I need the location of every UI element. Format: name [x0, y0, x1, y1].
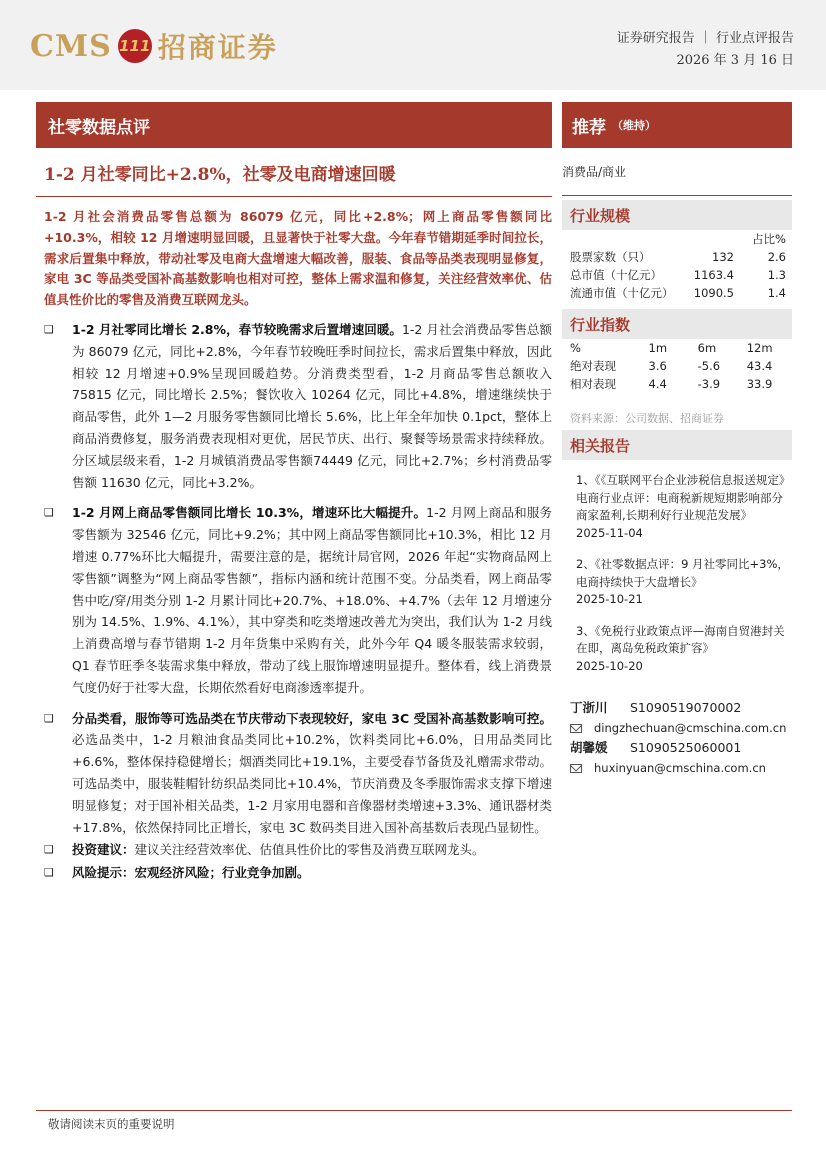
- bullet-lead: 分品类看，服饰等可选品类在节庆带动下表现较好，家电 3C 受国补高基数影响可控。: [72, 710, 552, 726]
- index-cell: -5.6: [697, 359, 721, 373]
- bullet-online: [44, 502, 552, 698]
- bullet-lead: 1-2 月网上商品零售额同比增长 10.3%，增速环比大幅提升。: [72, 505, 427, 521]
- index-cell: -3.9: [697, 377, 721, 391]
- scale-header-row: [570, 230, 786, 248]
- sector-divider: [562, 195, 792, 196]
- index-header: 6m: [697, 341, 717, 355]
- analyst-name: 丁浙川: [570, 700, 608, 715]
- related-title: 相关报告: [562, 430, 792, 460]
- analyst-email[interactable]: huxinyuan@cmschina.com.cn: [594, 761, 766, 775]
- headline-divider: [36, 196, 552, 197]
- summary-paragraph: 1-2 月社会消费品零售总额为 86079 亿元，同比+2.8%；网上商品零售额同比+10.3%，相较 12 月增速明显回暖，且显著快于社零大盘。今年春节错期延季时间拉长，需求后置集中释放，带动社零及电商大盘增速大幅改善，服装、食品等品类表现明显修复，家电 3C 等品类受国补高基数影响也相对可控，整体上需求温和修复，关注经营效率优、估值具性价比的零售及消费互联网龙头。: [44, 209, 552, 308]
- table-row: [570, 248, 786, 266]
- scale-row-label: 总市值（十亿元）: [570, 268, 662, 282]
- bullet-category: [44, 708, 552, 839]
- related-report-date: 2025-10-20: [576, 658, 643, 673]
- scale-title: 行业规模: [562, 200, 792, 230]
- sector-label: 消费品/商业: [562, 165, 627, 179]
- scale-row-value: 1163.4: [693, 268, 734, 282]
- company-logo: [30, 24, 278, 68]
- report-type: 证券研究报告 ｜ 行业点评报告: [616, 31, 794, 46]
- data-source: 资料来源：公司数据、招商证券: [570, 412, 724, 425]
- checkbox-bullet-icon: ❑: [44, 866, 54, 880]
- analyst-id: S1090525060001: [630, 739, 742, 755]
- section-title-bar: [36, 102, 552, 148]
- table-row: [570, 266, 786, 284]
- section-title: 社零数据点评: [48, 117, 150, 138]
- index-row-label: 相对表现: [570, 377, 616, 391]
- logo-cn-text: 招商证券: [157, 31, 278, 64]
- index-header: %: [570, 341, 581, 355]
- rating-note: （维持）: [612, 119, 656, 132]
- footer-disclaimer: 敬请阅读末页的重要说明: [48, 1117, 175, 1131]
- scale-row-pct: 1.3: [767, 268, 786, 282]
- related-report-text[interactable]: 2、《社零数据点评：9 月社零同比+3%，电商持续快于大盘增长》: [576, 557, 789, 589]
- index-table: [570, 339, 786, 393]
- bullet-retail: [44, 319, 552, 493]
- index-cell: 4.4: [648, 377, 667, 391]
- bullet-risk: [44, 862, 552, 884]
- footer-divider: [36, 1110, 792, 1111]
- bullet-text: 建议关注经营效率优、估值具性价比的零售及消费互联网龙头。: [134, 842, 485, 858]
- mail-icon: [570, 724, 582, 733]
- logo-badge-icon: 111: [118, 29, 152, 63]
- analyst-2: [570, 737, 790, 757]
- bullet-text: 1-2 月社会消费品零售总额为 86079 亿元，同比+2.8%，今年春节较晚旺季时间拉长，需求后置集中释放，因此相较 12 月增速+0.9%呈现回暖趋势。分消费类型看，1-2 月商品零售总额收入 75815 亿元，同比增长 2.5%；餐饮收入 10264 亿元，同比+4.8%，增速继续快于商品零售，此外 1—2 月服务零售额同比增长 5.6%，比上年全年加快 0.1pct，整体上商品消费修复，服务消费表现相对更优，居民节庆、出行、聚餐等场景需求持续释放。分区域层级来看，1-2 月城镇消费品零售额74449 亿元，同比+2.7%；乡村消费品零售额 11630 亿元，同比+3.2%。: [72, 322, 552, 490]
- scale-row-value: 132: [712, 250, 734, 264]
- index-cell: 43.4: [746, 359, 773, 373]
- related-report-date: 2025-11-04: [576, 525, 643, 540]
- index-cell: 33.9: [746, 377, 773, 391]
- report-meta: [617, 28, 794, 72]
- analyst-id: S1090519070002: [630, 699, 742, 715]
- index-cell: 3.6: [648, 359, 667, 373]
- scale-row-label: 流通市值（十亿元）: [570, 286, 674, 300]
- table-row: [570, 357, 786, 375]
- related-report-item[interactable]: [576, 623, 792, 676]
- bullet-text: 1-2 月网上商品和服务零售额为 32546 亿元，同比+9.2%；其中网上商品零售额同比+10.3%，相比 12 月增速 0.77%环比大幅提升，需要注意的是，据统计局官网，2026 年起“实物商品网上零售额”调整为“网上商品零售额”，指标内涵和统计范围不变。分品类看，网上商品零售中吃/穿/用类分别 1-2 月累计同比+20.7%、+18.0%、+4.7%（去年 12 月增速分别为 14.5%、1.9%、4.1%），其中穿类和吃类增速改善尤为突出，我们认为 1-2 月线上消费高增与春节错期 1-2 月年货集中采购有关，此外今年 Q4 暖冬服装需求较弱，Q1 春节旺季冬装需求集中释放，带动了线上服饰增速明显提升。整体看，线上消费景气度仍好于社零大盘，长期依然看好电商渗透率提升。: [72, 505, 553, 695]
- report-date: 2026 年 3 月 16 日: [676, 53, 794, 68]
- scale-row-pct: 2.6: [767, 250, 786, 264]
- scale-col-header: 占比%: [752, 232, 786, 246]
- bullet-lead: 投资建议：: [72, 842, 135, 858]
- scale-row-pct: 1.4: [767, 286, 786, 300]
- checkbox-bullet-icon: ❑: [44, 843, 54, 857]
- scale-table: [570, 230, 786, 302]
- table-row: [570, 375, 786, 393]
- index-title: 行业指数: [562, 309, 792, 339]
- analyst-name: 胡馨媛: [570, 740, 608, 755]
- related-report-text[interactable]: 3、《免税行业政策点评—海南自贸港封关在即，离岛免税政策扩容》: [576, 623, 785, 655]
- index-header: 12m: [746, 341, 773, 355]
- related-report-date: 2025-10-21: [576, 592, 643, 606]
- checkbox-bullet-icon: ❑: [44, 323, 54, 336]
- table-row: [570, 284, 786, 302]
- analyst-1: [570, 697, 790, 717]
- index-header-row: [570, 339, 786, 357]
- rating-label: 推荐: [572, 117, 606, 138]
- headline: 1-2 月社零同比+2.8%，社零及电商增速回暖: [44, 165, 396, 185]
- related-reports: [576, 472, 792, 675]
- bullet-text: 必选品类中，1-2 月粮油食品类同比+10.2%，饮料类同比+6.0%，日用品类同比+6.6%，整体保持稳健增长；烟酒类同比+19.1%，主要受春节备货及礼赠需求带动。可选品类中，服装鞋帽针纺织品类同比+10.4%，节庆消费及冬季服饰需求支撑下增速明显修复；对于国补相关品类，1-2 月家用电器和音像器材类增速+3.3%、通讯器材类+17.8%，依然保持同比正增长，家电 3C 数码类目进入国补高基数后表现凸显韧性。: [72, 732, 552, 835]
- related-report-item[interactable]: [576, 472, 792, 542]
- analyst-email[interactable]: dingzhechuan@cmschina.com.cn: [594, 721, 787, 735]
- scale-row-value: 1090.5: [693, 286, 734, 300]
- analyst-2-email[interactable]: [570, 759, 790, 777]
- scale-row-label: 股票家数（只）: [570, 250, 651, 264]
- body-bullets: [44, 319, 552, 884]
- related-report-item[interactable]: [576, 556, 792, 609]
- checkbox-bullet-icon: ❑: [44, 711, 54, 725]
- logo-cms-text: CMS: [30, 28, 112, 64]
- index-row-label: 绝对表现: [570, 359, 616, 373]
- bullet-investment: [44, 839, 552, 861]
- mail-icon: [570, 764, 582, 773]
- bullet-lead: 风险提示：宏观经济风险；行业竞争加剧。: [72, 865, 310, 881]
- rating-bar: [562, 102, 792, 148]
- analyst-1-email[interactable]: [570, 719, 790, 737]
- index-header: 1m: [648, 341, 668, 355]
- bullet-lead: 1-2 月社零同比增长 2.8%，春节较晚需求后置增速回暖。: [72, 322, 402, 337]
- checkbox-bullet-icon: ❑: [44, 506, 54, 520]
- related-report-text[interactable]: 1、《《互联网平台企业涉税信息报送规定》电商行业点评：电商税新规短期影响部分商家盈利,长期利好行业规范发展》: [576, 473, 791, 522]
